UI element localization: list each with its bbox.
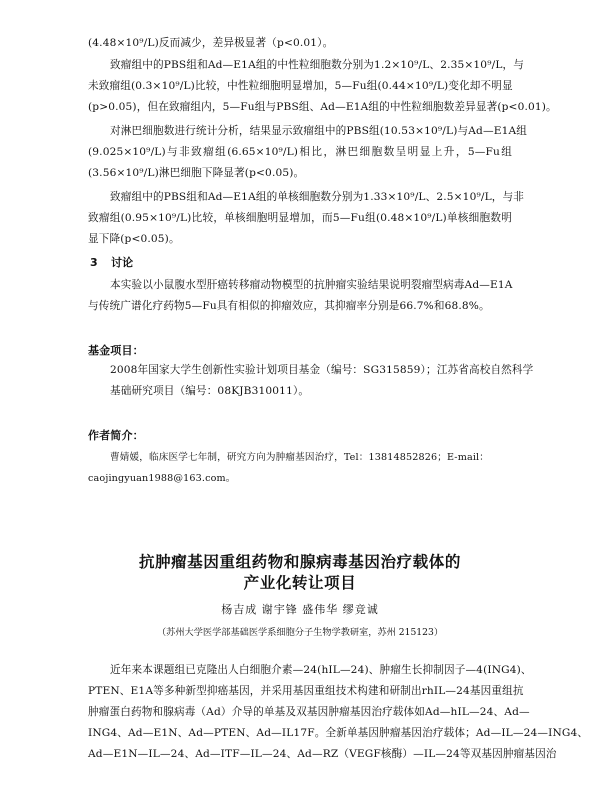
article-title-line1: 抗肿瘤基因重组药物和腺病毒基因治疗载体的 — [138, 553, 461, 571]
funding-label: 基金项目： — [88, 344, 144, 357]
results-paragraph-continuation: (4.48×10⁹/L)反而减少，差异极显著（p<0.01）。 — [88, 37, 334, 49]
article-body-line: 肿瘤蛋白药物和腺病毒（Ad）介导的单基及双基因肿瘤基因治疗载体如Ad—hIL—24、Ad— — [88, 706, 530, 718]
author-bio-line: 曹婧媛，临床医学七年制，研究方向为肿瘤基因治疗，Tel：13814852826；E-mail： — [110, 452, 489, 463]
funding-line: 2008年国家大学生创新性实验计划项目基金（编号：SG315859）；江苏省高校自然科学 — [110, 364, 534, 376]
results-monocyte-line: 显下降(p<0.05)。 — [88, 233, 180, 245]
results-monocyte-line: 致瘤组(0.95×10⁹/L)比较，单核细胞明显增加，而5—Fu组(0.48×10⁹/L)单核细胞数明 — [88, 212, 512, 224]
discussion-line: 与传统广谱化疗药物5—Fu具有相似的抑瘤效应，其抑瘤率分别是66.7%和68.8%。 — [88, 300, 490, 312]
article-title-line2: 产业化转让项目 — [243, 574, 357, 592]
funding-line: 基础研究项目（编号：08KJB310011）。 — [110, 385, 310, 397]
author-bio-email: caojingyuan1988@163.com。 — [88, 473, 236, 484]
results-neutrophil-line: (p>0.05)，但在致瘤组内，5—Fu组与PBS组、Ad—E1A组的中性粒细胞数差异显著(p<0.01)。 — [88, 101, 557, 113]
discussion-line: 本实验以小鼠腹水型肝癌转移瘤动物模型的抗肿瘤实验结果说明裂瘤型病毒Ad—E1A — [110, 279, 513, 291]
discussion-number: 3 — [90, 256, 98, 269]
article-body-line: 近年来本课题组已克隆出人白细胞介素—24(hIL—24)、肿瘤生长抑制因子—4(ING4)、 — [110, 664, 532, 676]
article-body-line: ING4、Ad—E1N、Ad—PTEN、Ad—IL17F。全新单基因肿瘤基因治疗载体；Ad—IL—24—ING4、 — [88, 727, 589, 739]
article-authors: 杨吉成 谢宇锋 盛伟华 缪竞诚 — [221, 603, 379, 616]
article-body-line: Ad—E1N—IL—24、Ad—ITF—IL—24、Ad—RZ（VEGF核酶）—IL—24等双基因肿瘤基因治 — [88, 748, 557, 760]
results-lymphocyte-line: (9.025×10⁹/L)与非致瘤组(6.65×10⁹/L)相比，淋巴细胞数呈明显上升，5—Fu组 — [88, 146, 512, 158]
results-neutrophil-line: 致瘤组中的PBS组和Ad—E1A组的中性粒细胞数分别为1.2×10⁹/L、2.35×10⁹/L，与 — [110, 59, 524, 71]
article-affiliation: （苏州大学医学部基础医学系细胞分子生物学教研室，苏州 215123） — [156, 627, 444, 638]
author-bio-label: 作者简介： — [88, 429, 144, 442]
discussion-heading: 讨论 — [111, 256, 134, 269]
results-monocyte-line: 致瘤组中的PBS组和Ad—E1A组的单核细胞数分别为1.33×10⁹/L、2.5×10⁹/L，与非 — [110, 191, 524, 203]
results-neutrophil-line: 未致瘤组(0.3×10⁹/L)比较，中性粒细胞明显增加，5—Fu组(0.44×10⁹/L)变化却不明显 — [88, 80, 513, 92]
results-lymphocyte-line: 对淋巴细胞数进行统计分析，结果显示致瘤组中的PBS组(10.53×10⁹/L)与Ad—E1A组 — [110, 125, 528, 137]
results-lymphocyte-line: (3.56×10⁹/L)淋巴细胞下降显著(p<0.05)。 — [88, 167, 305, 179]
article-body-line: PTEN、E1A等多种新型抑癌基因，并采用基因重组技术构建和研制出rhIL—24基因重组抗 — [88, 685, 524, 697]
